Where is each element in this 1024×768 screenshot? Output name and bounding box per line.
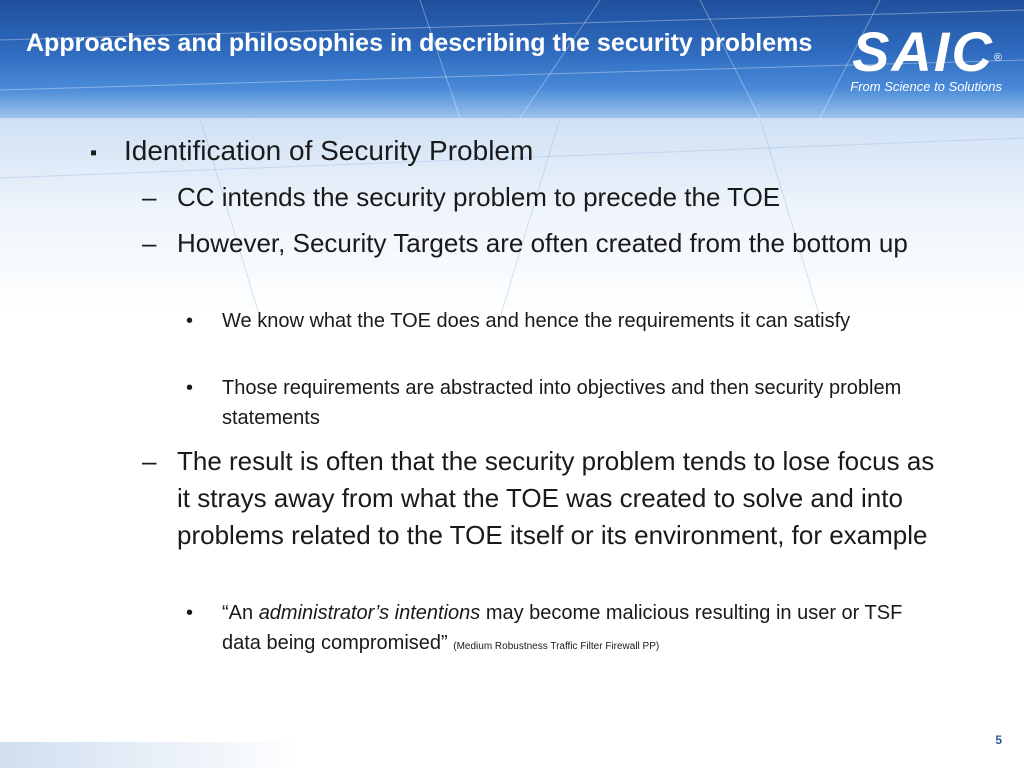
dot-bullet: • (186, 377, 194, 399)
dot-bullet: • (186, 602, 194, 624)
sub-sub-bullet-we-know-toe: We know what the TOE does and hence the requirements it can satisfy (222, 310, 851, 332)
saic-logo (832, 20, 1002, 104)
bullet-identification-of-security-problem: Identification of Security Problem (124, 135, 534, 166)
footer-decoration (0, 742, 300, 768)
dash-bullet: – (142, 228, 157, 258)
dot-bullet: • (186, 310, 194, 332)
sub-bullet-security-targets-bottom-up: However, Security Targets are often created from the bottom up (177, 228, 908, 258)
registered-mark: ® (993, 52, 1002, 64)
sub-bullet-security-problem-loses-focus: The result is often that the security problem tends to lose focus as it strays away from what the TOE was created to solve and into problems related to the TOE itself or its environment, for example (177, 446, 935, 550)
sub-sub-bullet-requirements-abstracted: Those requirements are abstracted into objectives and then security problem statements (222, 377, 902, 429)
slide-header (0, 0, 1024, 118)
quote-citation: (Medium Robustness Traffic Filter Firewall PP) (453, 641, 660, 652)
page-number: 5 (995, 733, 1002, 747)
quote-rest: may become malicious resulting in user or TSF data being compromised” (222, 602, 903, 654)
quote-administrator-intentions (222, 598, 932, 662)
quote-italic-phrase: administrator’s intentions (258, 602, 481, 624)
dash-bullet: – (142, 182, 157, 212)
logo-tagline: From Science to Solutions (850, 79, 1002, 94)
square-bullet: ▪ (90, 142, 98, 164)
logo-wordmark: SAIC (852, 20, 994, 83)
dash-bullet: – (142, 446, 157, 476)
quote-open: “An (222, 602, 259, 624)
slide-title: Approaches and philosophies in describing the security problems (26, 29, 813, 57)
sub-bullet-cc-intends: CC intends the security problem to precede the TOE (177, 182, 781, 212)
